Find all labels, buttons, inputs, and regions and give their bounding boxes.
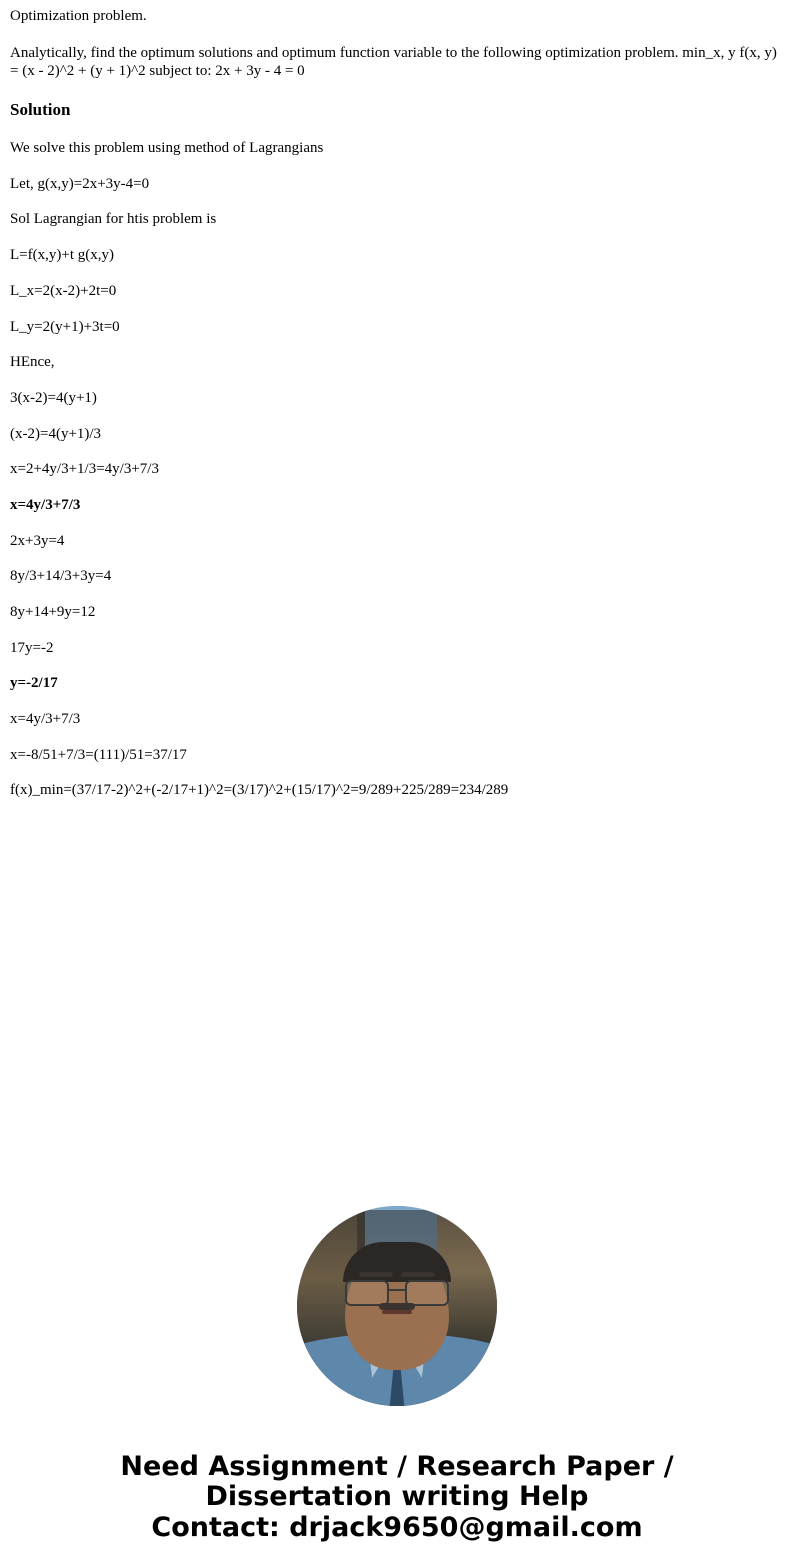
- solution-step: 8y/3+14/3+3y=4: [10, 568, 112, 585]
- solution-step: (x-2)=4(y+1)/3: [10, 425, 102, 442]
- footer-line-1: Need Assignment / Research Paper / Dissertation writing Help: [120, 1451, 674, 1513]
- solution-step: HEnce,: [10, 354, 55, 371]
- footer-line-2: Contact: drjack9650@gmail.com: [151, 1511, 643, 1543]
- solution-step-highlight: y=-2/17: [10, 675, 58, 692]
- avatar: [297, 1206, 497, 1406]
- person-mouth: [382, 1310, 412, 1314]
- solution-step: x=4y/3+7/3: [10, 711, 81, 728]
- solution-step: Sol Lagrangian for htis problem is: [10, 211, 217, 228]
- solution-step: L_x=2(x-2)+2t=0: [10, 282, 117, 299]
- solution-step: x=-8/51+7/3=(111)/51=37/17: [10, 746, 187, 763]
- person-eyebrow-right: [401, 1272, 435, 1277]
- solution-step: Let, g(x,y)=2x+3y-4=0: [10, 175, 150, 192]
- blank-space: [10, 818, 784, 1178]
- solution-step: 8y+14+9y=12: [10, 604, 96, 621]
- solution-step: L=f(x,y)+t g(x,y): [10, 247, 114, 264]
- solution-heading: Solution: [10, 99, 71, 119]
- solution-step: 2x+3y=4: [10, 532, 65, 549]
- solution-step: We solve this problem using method of Lagrangians: [10, 140, 324, 157]
- eyeglasses-icon: [343, 1280, 451, 1302]
- problem-statement: Analytically, find the optimum solutions and optimum function variable to the following optimization problem. min_x, y f(x, y) = (x - 2)^2 + (y + 1)^2 subject to: 2x + 3y - 4 = 0: [10, 44, 777, 79]
- author-photo-container: [10, 1206, 784, 1406]
- footer-contact: [10, 1452, 784, 1561]
- solution-step: f(x)_min=(37/17-2)^2+(-2/17+1)^2=(3/17)^2+(15/17)^2=9/289+225/289=234/289: [10, 782, 509, 799]
- solution-step-highlight: x=4y/3+7/3: [10, 496, 81, 513]
- solution-step: 17y=-2: [10, 639, 54, 656]
- person-eyebrow-left: [359, 1272, 393, 1277]
- person-mustache: [379, 1303, 415, 1310]
- page-title: Optimization problem.: [10, 8, 147, 24]
- solution-step: x=2+4y/3+1/3=4y/3+7/3: [10, 461, 159, 478]
- solution-step: 3(x-2)=4(y+1): [10, 389, 97, 406]
- glasses-bridge: [389, 1289, 405, 1291]
- solution-step: L_y=2(y+1)+3t=0: [10, 318, 120, 335]
- solution-steps: [10, 140, 784, 800]
